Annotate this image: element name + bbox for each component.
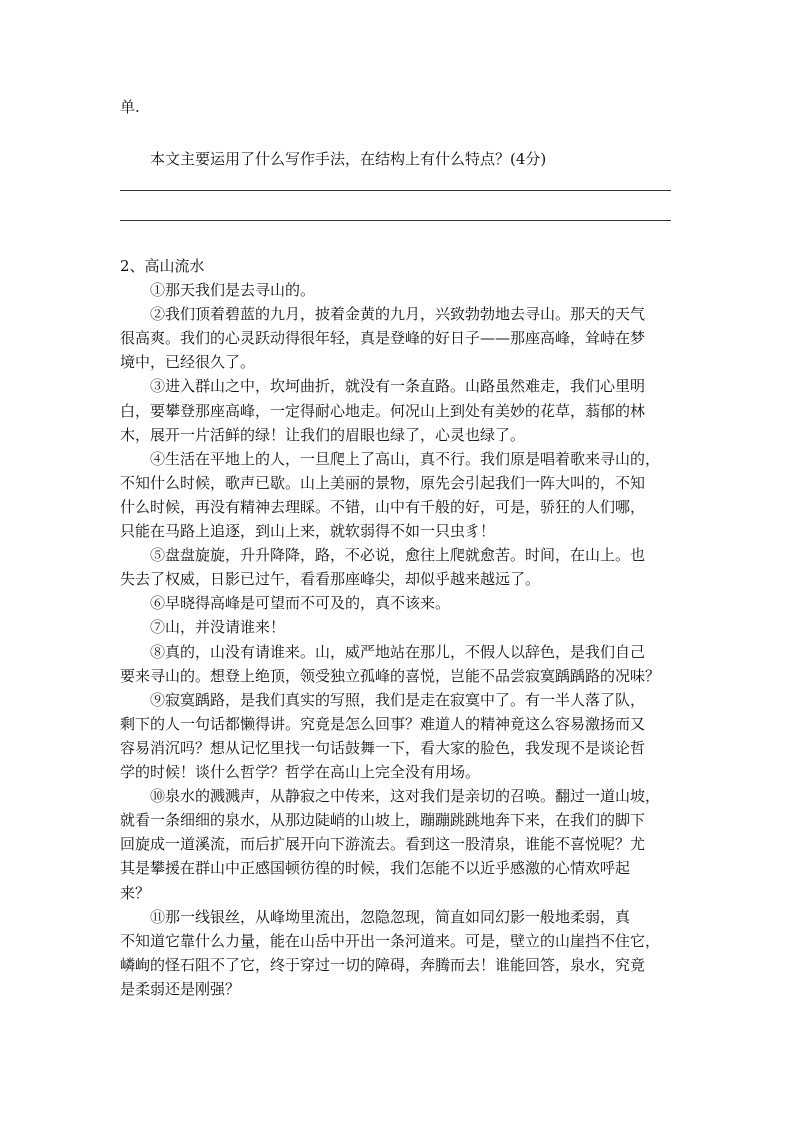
passage-line: ④生活在平地上的人，一旦爬上了高山，真不行。我们原是唱着歌来寻山的， [150, 450, 661, 468]
answer-line-1 [120, 190, 671, 191]
passage-line: ⑩泉水的溅溅声，从静寂之中传来，这对我们是亲切的召唤。翻过一道山坡， [150, 787, 661, 805]
passage-line: ⑦山，并没请谁来！ [150, 618, 286, 636]
top-fragment: 单. [120, 98, 140, 116]
passage-line: ⑤盘盘旋旋，升升降降，路，不必说，愈往上爬就愈苦。时间，在山上。也 [150, 546, 646, 564]
passage-line: ①那天我们是去寻山的。 [150, 281, 316, 299]
answer-line-2 [120, 220, 671, 221]
passage-line: 很高爽。我们的心灵跃动得很年轻，真是登峰的好日子——那座高峰，耸峙在梦 [120, 329, 646, 347]
passage-line: 要来寻山的。想登上绝顶，领受独立孤峰的喜悦，岂能不品尝寂寞踽踽路的况味？ [120, 667, 661, 685]
passage-line: ②我们顶着碧蓝的九月，披着金黄的九月，兴致勃勃地去寻山。那天的天气 [150, 305, 646, 323]
passage-line: 来？ [120, 884, 151, 902]
section-title: 2、高山流水 [120, 257, 205, 275]
question-text: 本文主要运用了什么写作手法，在结构上有什么特点？(4分) [150, 150, 547, 168]
passage-line: ⑥早晓得高峰是可望而不可及的，真不该来。 [150, 594, 451, 612]
passage-line: 木，展开一片活鲜的绿！让我们的眉眼也绿了，心灵也绿了。 [120, 426, 526, 444]
passage-line: 白，要攀登那座高峰，一定得耐心地走。何况山上到处有美妙的花草，蓊郁的林 [120, 402, 646, 420]
passage-line: 其是攀援在群山中正感国顿彷徨的时候，我们怎能不以近乎感激的心情欢呼起 [120, 859, 631, 877]
passage-line: 什么时候，再没有精神去理睬。不错，山中有千般的好，可是，骄狂的人们哪， [120, 498, 646, 516]
passage-line: 学的时候！谈什么哲学？哲学在高山上完全没有用场。 [120, 763, 481, 781]
passage-line: 不知什么时候，歌声已歇。山上美丽的景物，原先会引起我们一阵大叫的，不知 [120, 474, 646, 492]
passage-line: ③进入群山之中，坎坷曲折，就没有一条直路。山路虽然难走，我们心里明 [150, 377, 646, 395]
passage-line: ⑨寂寞踽路，是我们真实的写照，我们是走在寂寞中了。有一半人落了队， [150, 691, 646, 709]
passage-line: 嶙峋的怪石阻不了它，终于穿过一切的障碍，奔腾而去！谁能回答，泉水，究竟 [120, 956, 646, 974]
passage-line: 就看一条细细的泉水，从那边陡峭的山坡上，蹦蹦跳跳地奔下来，在我们的脚下 [120, 811, 646, 829]
passage-line: 失去了权威，日影已过午，看看那座峰尖，却似乎越来越远了。 [120, 570, 541, 588]
passage-line: 剩下的人一句话都懒得讲。究竟是怎么回事？难道人的精神竟这么容易激扬而又 [120, 715, 646, 733]
passage-line: 只能在马路上追逐，到山上来，就软弱得不如一只虫豸！ [120, 522, 496, 540]
passage-line: ⑪那一线银丝，从峰坳里流出，忽隐忽现，简直如同幻影一般地柔弱，真 [150, 908, 631, 926]
passage-line: 容易消沉吗？想从记忆里找一句话鼓舞一下，看大家的脸色，我发现不是谈论哲 [120, 739, 646, 757]
passage-line: ⑧真的，山没有请谁来。山，威严地站在那儿，不假人以辞色，是我们自己 [150, 643, 646, 661]
passage-line: 是柔弱还是刚强？ [120, 980, 241, 998]
passage-line: 不知道它靠什么力量，能在山岳中开出一条河道来。可是，壁立的山崖挡不住它， [120, 932, 661, 950]
passage-line: 回旋成一道溪流，而后扩展开向下游流去。看到这一股清泉，谁能不喜悦呢？尤 [120, 835, 646, 853]
passage-line: 境中，已经很久了。 [120, 353, 256, 371]
